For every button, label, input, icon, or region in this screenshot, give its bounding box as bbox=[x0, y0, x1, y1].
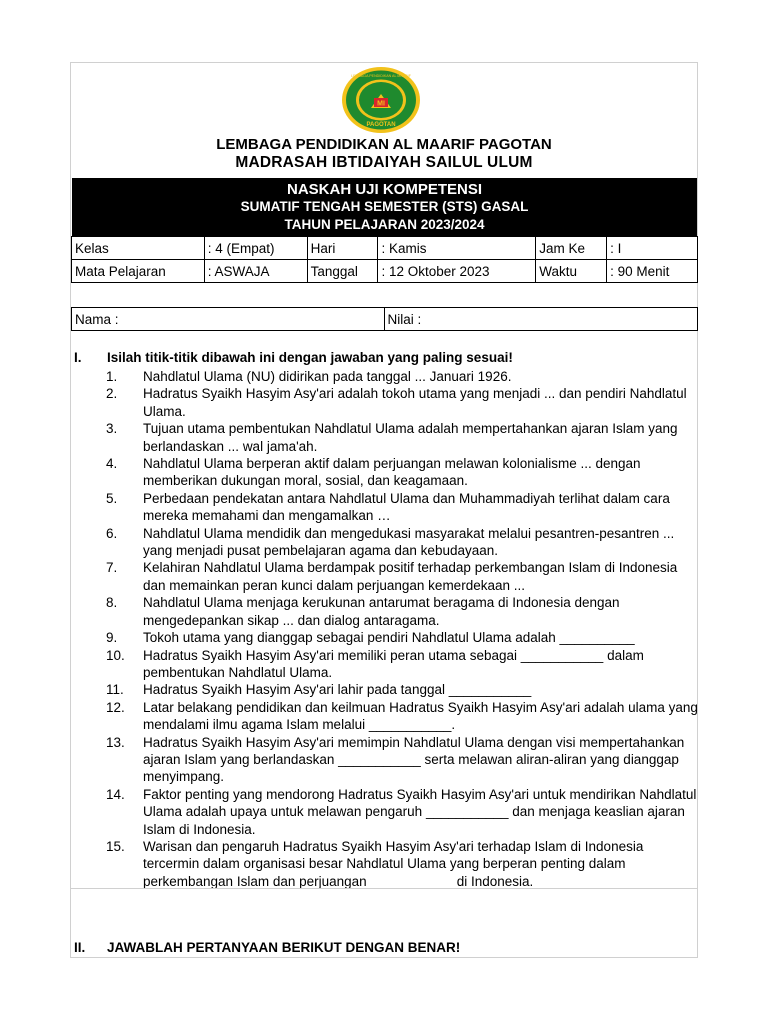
info-cell: Jam Ke bbox=[536, 237, 607, 260]
info-cell: : I bbox=[607, 237, 698, 260]
question-text: Kelahiran Nahdlatul Ulama berdampak positif terhadap perkembangan Islam di Indonesia dan memainkan peran kunci dalam perjuangan kemerdekaan ... bbox=[143, 560, 678, 593]
question-text: Hadratus Syaikh Hasyim Asy'ari memimpin Nahdlatul Ulama dengan visi mempertahankan ajaran Islam yang berlandaskan ___________ serta melawan aliran-aliran yang dianggap menyimpang. bbox=[143, 734, 685, 785]
question-item bbox=[106, 629, 698, 646]
info-cell: Kelas bbox=[72, 237, 205, 260]
question-item bbox=[106, 699, 698, 734]
info-cell: Tanggal bbox=[307, 260, 378, 283]
question-text: Hadratus Syaikh Hasyim Asy'ari adalah tokoh utama yang menjadi ... dan pendiri Nahdlatul Ulama. bbox=[143, 386, 687, 419]
question-item bbox=[106, 647, 698, 682]
name-field[interactable]: Nama : bbox=[72, 308, 385, 331]
info-cell: : 90 Menit bbox=[607, 260, 698, 283]
section-number: II. bbox=[74, 940, 86, 955]
info-cell: Hari bbox=[307, 237, 378, 260]
question-text: Nahdlatul Ulama (NU) didirikan pada tanggal ... Januari 1926. bbox=[143, 369, 512, 384]
question-number: 9. bbox=[106, 630, 118, 646]
info-cell: : Kamis bbox=[378, 237, 536, 260]
question-text: Faktor penting yang mendorong Hadratus Syaikh Hasyim Asy'ari untuk mendirikan Nahdlatul Ulama adalah upaya untuk melawan pengaruh ___________ dan menjaga keaslian ajaran Islam di Indonesia. bbox=[143, 786, 697, 837]
question-number: 2. bbox=[106, 386, 118, 402]
section-instruction: Isilah titik-titik dibawah ini dengan jawaban yang paling sesuai! bbox=[107, 350, 513, 365]
question-number: 5. bbox=[106, 490, 118, 506]
question-item bbox=[106, 490, 698, 525]
question-text: Hadratus Syaikh Hasyim Asy'ari lahir pada tanggal ___________ bbox=[143, 682, 532, 698]
question-item bbox=[106, 681, 698, 698]
info-cell: Mata Pelajaran bbox=[72, 260, 205, 283]
question-text: Perbedaan pendekatan antara Nahdlatul Ulama dan Muhammadiyah terlihat dalam cara mereka memahami dan mengamalkan … bbox=[143, 490, 670, 524]
question-item bbox=[106, 385, 698, 420]
question-number: 7. bbox=[106, 560, 118, 576]
question-text: Tujuan utama pembentukan Nahdlatul Ulama adalah mempertahankan ajaran Islam yang berlandaskan ... wal jama'ah. bbox=[143, 421, 678, 454]
exam-subtitle: SUMATIF TENGAH SEMESTER (STS) GASAL bbox=[240, 199, 529, 214]
score-field[interactable]: Nilai : bbox=[384, 308, 698, 331]
info-cell: Waktu bbox=[536, 260, 607, 283]
question-number: 13. bbox=[106, 734, 125, 750]
section-instruction: JAWABLAH PERTANYAAN BERIKUT DENGAN BENAR! bbox=[107, 940, 461, 955]
info-row bbox=[72, 260, 698, 283]
question-item bbox=[106, 594, 698, 629]
school-logo bbox=[341, 66, 421, 134]
exam-banner bbox=[72, 178, 697, 236]
question-item bbox=[106, 734, 698, 786]
question-item bbox=[106, 559, 698, 594]
question-text: Warisan dan pengaruh Hadratus Syaikh Hasyim Asy'ari terhadap Islam di Indonesia tercermin dalam organisasi besar Nahdlatul Ulama yang berperan penting dalam perkembangan Islam dan perjuangan ___________ di Indonesia. bbox=[143, 838, 644, 889]
question-item bbox=[106, 786, 698, 838]
school-name: MADRASAH IBTIDAIYAH SAILUL ULUM bbox=[235, 154, 533, 171]
question-text: Hadratus Syaikh Hasyim Asy'ari memiliki peran utama sebagai ___________ dalam pembentukan Nahdlatul Ulama. bbox=[143, 647, 644, 680]
info-cell: : 4 (Empat) bbox=[204, 237, 307, 260]
info-table bbox=[71, 236, 698, 283]
question-text: Nahdlatul Ulama menjaga kerukunan antarumat beragama di Indonesia dengan mengedepankan sikap ... dan dialog antaragama. bbox=[143, 595, 620, 628]
question-text: Nahdlatul Ulama berperan aktif dalam perjuangan melawan kolonialisme ... dengan memberikan dukungan moral, sosial, dan keagamaan. bbox=[143, 456, 641, 489]
student-table bbox=[71, 307, 698, 331]
question-list bbox=[106, 368, 698, 890]
question-item bbox=[106, 455, 698, 490]
logo-top-text: LEMBAGA PENDIDIKAN AL MAARIF bbox=[351, 74, 411, 78]
info-cell: : 12 Oktober 2023 bbox=[378, 260, 536, 283]
question-item bbox=[106, 420, 698, 455]
question-number: 15. bbox=[106, 838, 125, 854]
question-number: 11. bbox=[106, 682, 124, 698]
info-row bbox=[72, 237, 698, 260]
question-text: Latar belakang pendidikan dan keilmuan Hadratus Syaikh Hasyim Asy'ari adalah ulama yang mendalami ilmu agama Islam melalui ___________. bbox=[143, 699, 698, 733]
question-text: Tokoh utama yang dianggap sebagai pendiri Nahdlatul Ulama adalah __________ bbox=[143, 630, 635, 646]
institution-name: LEMBAGA PENDIDIKAN AL MAARIF PAGOTAN bbox=[216, 136, 552, 153]
question-text: Nahdlatul Ulama mendidik dan mengedukasi masyarakat melalui pesantren-pesantren ... yang menjadi pusat pembelajaran agama dan kebudayaan. bbox=[143, 525, 675, 559]
question-item bbox=[106, 368, 698, 385]
question-number: 10. bbox=[106, 647, 125, 663]
logo-badge: MI bbox=[377, 100, 385, 108]
question-number: 4. bbox=[106, 456, 118, 472]
question-number: 1. bbox=[106, 369, 118, 384]
question-item bbox=[106, 525, 698, 560]
question-number: 3. bbox=[106, 421, 118, 437]
question-number: 14. bbox=[106, 786, 125, 802]
question-number: 6. bbox=[106, 525, 118, 541]
exam-year: TAHUN PELAJARAN 2023/2024 bbox=[284, 217, 485, 232]
question-number: 8. bbox=[106, 595, 118, 611]
exam-title: NASKAH UJI KOMPETENSI bbox=[286, 181, 483, 198]
question-item bbox=[106, 838, 698, 890]
info-cell: : ASWAJA bbox=[204, 260, 307, 283]
question-number: 12. bbox=[106, 699, 125, 715]
logo-bottom-text: PAGOTAN bbox=[366, 122, 396, 128]
section-number: I. bbox=[74, 350, 82, 365]
